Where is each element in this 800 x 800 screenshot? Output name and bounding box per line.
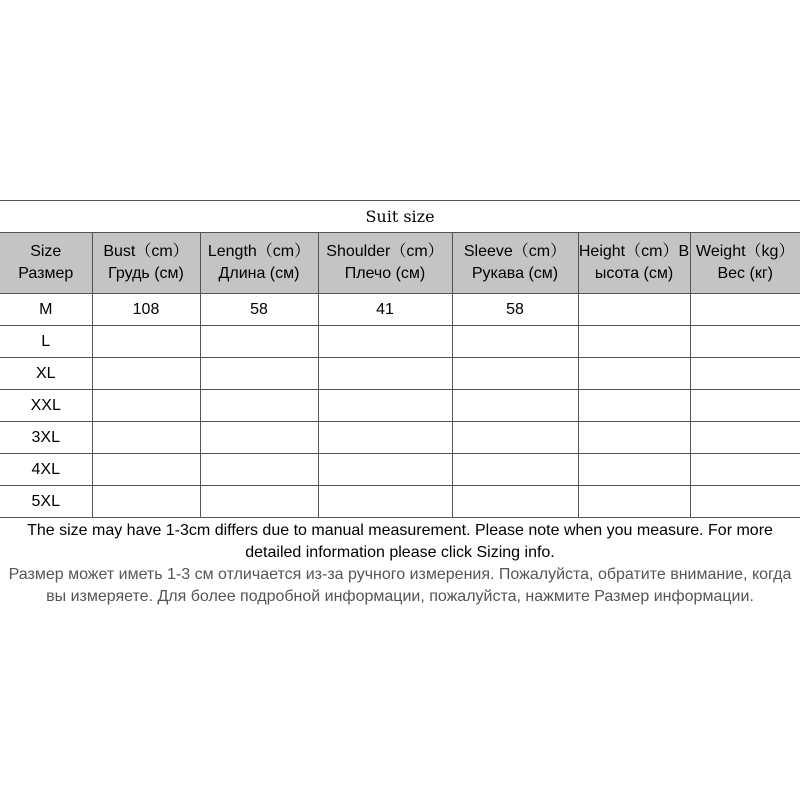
cell-sleeve	[452, 390, 578, 422]
table-row	[0, 326, 800, 358]
cell-bust: 108	[92, 294, 200, 326]
cell-sleeve	[452, 422, 578, 454]
header-cell-sleeve: Sleeve（cm） Рукава (см)	[452, 233, 578, 294]
cell-length	[200, 326, 318, 358]
cell-weight	[690, 390, 800, 422]
cell-height	[578, 294, 690, 326]
cell-weight	[690, 486, 800, 518]
cell-height	[578, 390, 690, 422]
cell-length	[200, 390, 318, 422]
table-row	[0, 358, 800, 390]
table-row	[0, 454, 800, 486]
cell-size: 3XL	[0, 422, 92, 454]
cell-shoulder: 41	[318, 294, 452, 326]
cell-length	[200, 358, 318, 390]
table-row	[0, 486, 800, 518]
cell-shoulder	[318, 358, 452, 390]
cell-bust	[92, 486, 200, 518]
cell-shoulder	[318, 422, 452, 454]
size-chart	[0, 200, 800, 608]
header-cell-size: Size Размер	[0, 233, 92, 294]
cell-sleeve	[452, 326, 578, 358]
cell-length	[200, 454, 318, 486]
cell-size: 4XL	[0, 454, 92, 486]
cell-height	[578, 454, 690, 486]
cell-size: XXL	[0, 390, 92, 422]
cell-length: 58	[200, 294, 318, 326]
cell-weight	[690, 326, 800, 358]
cell-sleeve	[452, 358, 578, 390]
table-row	[0, 294, 800, 326]
cell-weight	[690, 358, 800, 390]
note-russian: Размер может иметь 1-3 см отличается из-за ручного измерения. Пожалуйста, обратите внимание, когда вы измеряете. Для более подробной информации, пожалуйста, нажмите Размер информации.	[8, 566, 792, 605]
chart-title: Suit size	[0, 200, 800, 232]
cell-size: L	[0, 326, 92, 358]
cell-sleeve: 58	[452, 294, 578, 326]
cell-length	[200, 422, 318, 454]
header-cell-shoulder: Shoulder（cm） Плечо (см)	[318, 233, 452, 294]
cell-shoulder	[318, 326, 452, 358]
header-cell-weight: Weight（kg） Вес (кг)	[690, 233, 800, 294]
cell-size: 5XL	[0, 486, 92, 518]
header-cell-bust: Bust（cm） Грудь (см)	[92, 233, 200, 294]
cell-bust	[92, 422, 200, 454]
cell-bust	[92, 454, 200, 486]
cell-shoulder	[318, 486, 452, 518]
cell-height	[578, 486, 690, 518]
cell-shoulder	[318, 390, 452, 422]
cell-height	[578, 422, 690, 454]
table-header-row	[0, 233, 800, 294]
table-row	[0, 422, 800, 454]
cell-weight	[690, 294, 800, 326]
measurement-notes	[0, 520, 800, 608]
cell-sleeve	[452, 454, 578, 486]
cell-size: M	[0, 294, 92, 326]
cell-height	[578, 358, 690, 390]
cell-size: XL	[0, 358, 92, 390]
cell-length	[200, 486, 318, 518]
size-table	[0, 232, 800, 518]
cell-weight	[690, 422, 800, 454]
cell-bust	[92, 390, 200, 422]
cell-sleeve	[452, 486, 578, 518]
cell-bust	[92, 326, 200, 358]
note-english: The size may have 1-3cm differs due to manual measurement. Please note when you measure. For more detailed information please click Sizing info.	[27, 522, 773, 561]
header-cell-length: Length（cm） Длина (см)	[200, 233, 318, 294]
cell-shoulder	[318, 454, 452, 486]
table-row	[0, 390, 800, 422]
cell-bust	[92, 358, 200, 390]
header-cell-height: Height（cm）В ысота (см)	[578, 233, 690, 294]
cell-weight	[690, 454, 800, 486]
cell-height	[578, 326, 690, 358]
